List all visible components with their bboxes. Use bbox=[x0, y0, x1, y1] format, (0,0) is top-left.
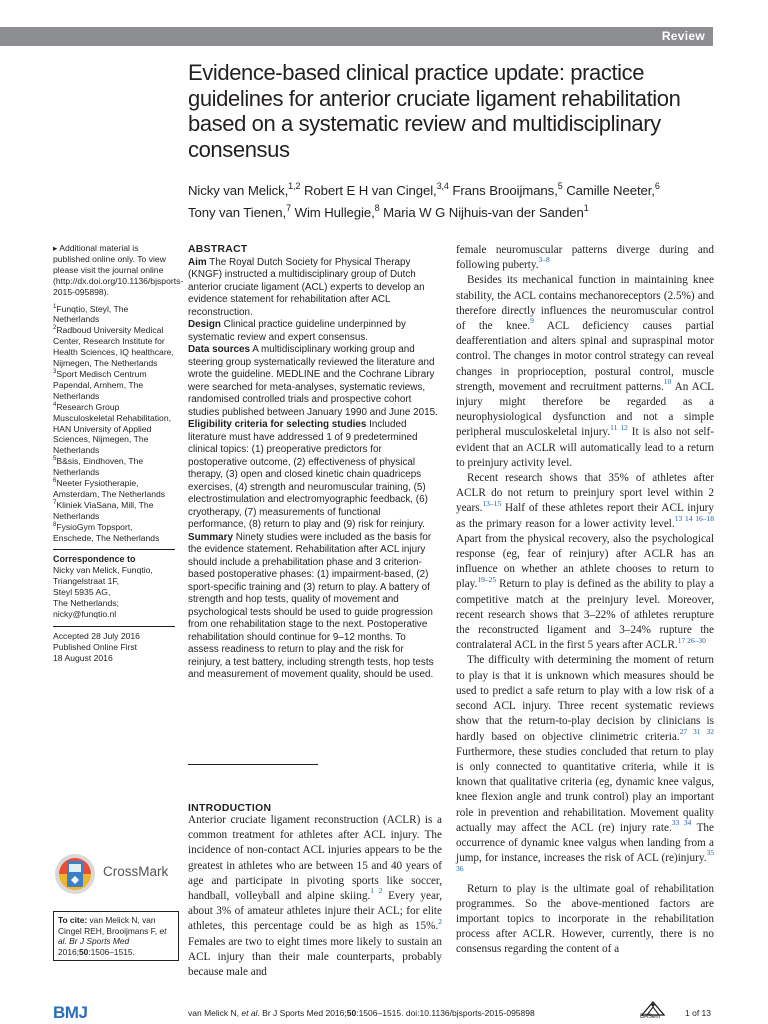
body-text: The difficulty with determining the moment of return to play is that it is unknown which measures should be used to predict a safe return to play with a low risk of a second ACL injury. Three recent systematic reviews show that the return-to-play decision by clinicians is hardly based on objective clinimetric criteria. bbox=[456, 654, 714, 743]
body-text: Besides its mechanical function in maintaining knee stability, the ACL contains mechanoreceptors (2.5%) and therefore directly influences the neuromuscular control of the knee. bbox=[456, 274, 714, 333]
additional-material-note[interactable]: ▸ Additional material is published online only. To view please visit the journal online (http://dx.doi.org/10.1136/bjsports-2015-095898). bbox=[53, 243, 184, 297]
body-column-right bbox=[456, 243, 714, 958]
cite-journal: et al. Br J Sports Med bbox=[58, 925, 167, 947]
cite-text: van Melick N, van Cingel REH, Brooijmans F, bbox=[58, 915, 158, 936]
footer-citation: van Melick N, et al. Br J Sports Med 2016;50:1506–1515. doi:10.1136/bjsports-2015-095898 bbox=[188, 1008, 535, 1018]
reference-link[interactable]: 19–25 bbox=[477, 574, 497, 584]
reference-link[interactable]: 9 bbox=[530, 316, 534, 326]
body-text: Furthermore, these studies concluded that return to play is only connected to quantitative criteria, while it is known that qualitative criteria (eg, dynamic knee valgus, knee flexion angle and trunk control) play an important role in prevention and rehabilitation. Movement quality actually may affect the ACL (re) injury rate. bbox=[456, 745, 714, 834]
crossmark-label: CrossMark bbox=[103, 864, 169, 879]
reference-link[interactable]: 17 26–30 bbox=[677, 635, 706, 645]
bmj-logo[interactable]: BMJ bbox=[53, 1003, 88, 1022]
affiliation: $^5$B&sis, Eindhoven, The Netherlands bbox=[53, 456, 144, 478]
body-text: ACL deficiency causes partial deafferentiation and alters spinal and supraspinal motor control. The changes in motor control strategy can reveal changes in proprioception, postural control, muscle strength, movement and recruitment patterns. bbox=[456, 320, 715, 393]
body-paragraph bbox=[456, 471, 714, 653]
reference-link[interactable]: 2 bbox=[438, 916, 442, 926]
correspondence-email[interactable]: nicky@funqtio.nl bbox=[53, 609, 117, 619]
introduction-body bbox=[188, 813, 442, 980]
reference-link[interactable]: 13 14 16–18 bbox=[674, 513, 715, 523]
correspondence-line: Steyl 5935 AG, bbox=[53, 587, 111, 598]
abstract-section: Eligibility criteria for selecting studies Included literature must have addressed 1 of 9 predetermined clinical topics: (1) preoperative predictors for postoperative outcome, (2) effectiveness of physical therapy, (3) open and closed kinetic chain quadriceps exercises, (4) strength and neuromuscular training, (5) electrostimulation and electromyographic feedback, (6) cryotherapy, (7) measurements of functional performance, (8) return to play and (9) risk for reinjury. bbox=[188, 419, 428, 530]
author[interactable]: Maria W G Nijhuis-van der Sanden$^1$ bbox=[383, 202, 589, 220]
abstract bbox=[188, 244, 438, 682]
author[interactable]: Wim Hullegie,$^8$ bbox=[294, 202, 380, 220]
section-banner bbox=[0, 27, 713, 46]
body-text: Recent research shows that 35% of athletes after ACLR do not return to preinjury sport level within 2 years. bbox=[456, 472, 714, 515]
abstract-section: Design Clinical practice guideline underpinned by systematic review and expert consensus. bbox=[188, 319, 406, 343]
correspondence-block bbox=[53, 565, 175, 620]
abstract-divider bbox=[188, 764, 318, 765]
body-paragraph bbox=[456, 243, 714, 273]
basem-label: BASem bbox=[640, 1014, 661, 1020]
affiliation: $^7$Kliniek ViaSana, Mill, The Netherlands bbox=[53, 499, 154, 521]
author[interactable]: Nicky van Melick,$^{1,2}$ bbox=[188, 180, 301, 198]
cite-text: 2016; bbox=[58, 946, 79, 957]
date-line: Published Online First bbox=[53, 641, 138, 652]
publication-dates bbox=[53, 631, 175, 664]
introduction-heading: INTRODUCTION bbox=[188, 803, 272, 814]
correspondence-line: Triangelstraat 1F, bbox=[53, 576, 120, 587]
body-text: The occurrence of dynamic knee valgus when landing from a jump, for instance, increases the risk of ACL (re)injury. bbox=[456, 821, 714, 865]
date-line: Accepted 28 July 2016 bbox=[53, 630, 140, 641]
sidebar bbox=[53, 243, 184, 664]
affiliations bbox=[53, 304, 175, 544]
affiliation: $^3$Sport Medisch Centrum Papendal, Arnhem, The Netherlands bbox=[53, 368, 147, 401]
abstract-section: Data sources A multidisciplinary working group and steering group systematically reviewed the literature and wrote the guideline. MEDLINE and the Cochrane Library were searched for meta-analyses, systematic reviews, randomised controlled trials and prospective cohort studies published between January 1990 and June 2015. bbox=[188, 344, 438, 418]
affiliation: $^2$Radboud University Medical Center, Research Institute for Health Sciences, IQ healthcare, Nijmegen, The Netherlands bbox=[53, 325, 174, 369]
body-text: Females are two to eight times more likely to sustain an ACL injury than their male counterparts, probably because male and bbox=[188, 935, 442, 979]
page-number: 1 of 13 bbox=[685, 1008, 711, 1018]
cite-volume: 50 bbox=[78, 946, 89, 957]
reference-link[interactable]: 13–15 bbox=[482, 498, 502, 508]
body-text: Apart from the physical recovery, also the psychological response (eg, fear of reinjury) after ACLR has an influence on whether an athlete chooses to return to play. bbox=[456, 532, 714, 591]
article-title: Evidence-based clinical practice update: practice guidelines for anterior cruciate ligament rehabilitation based on a systematic review and multidisciplinary consensus bbox=[188, 60, 681, 162]
reference-link[interactable]: 35 36 bbox=[456, 848, 714, 873]
reference-link[interactable]: 3–8 bbox=[538, 255, 550, 265]
abstract-heading: ABSTRACT bbox=[188, 244, 248, 255]
affiliation: $^8$FysioGym Topsport, Enschede, The Netherlands bbox=[53, 521, 160, 543]
body-paragraph bbox=[456, 882, 714, 958]
affiliation: $^6$Neeter Fysiotherapie, Amsterdam, The Netherlands bbox=[53, 478, 166, 499]
abstract-section: Aim The Royal Dutch Society for Physical Therapy (KNGF) instructed a multidisciplinary group of Dutch anterior cruciate ligament (ACL) experts to develop an evidence statement for rehabilitation after ACL reconstruction. bbox=[188, 256, 425, 318]
reference-link[interactable]: 33 34 bbox=[671, 817, 692, 827]
correspondence-line: The Netherlands; bbox=[53, 598, 119, 609]
cite-pages: :1506–1515. bbox=[88, 946, 135, 957]
body-text: An ACL injury might therefore be regarded as a neurophysiological dysfunction and not a simple peripheral musculoskeletal injury. bbox=[456, 380, 715, 439]
section-label: Review bbox=[661, 29, 705, 43]
body-text: It is also not self-evident that an ACLR will automatically lead to a return to preinjury activity level. bbox=[456, 426, 714, 469]
body-text: Return to play is the ultimate goal of rehabilitation programmes. So the above-mentioned factors are important topics to incorporate in the rehabilitation process after ACLR. However, currently, there is no consensus regarding the content of a bbox=[456, 882, 714, 956]
affiliation: $^4$Research Group Musculoskeletal Rehabilitation, HAN University of Applied Sciences, Nijmegen, The Netherlands bbox=[53, 401, 171, 456]
cite-label: To cite: bbox=[58, 915, 88, 925]
affiliation: $^1$Funqtio, Steyl, The Netherlands bbox=[53, 303, 129, 325]
reference-link[interactable]: 1 2 bbox=[370, 886, 383, 896]
body-text: Every year, about 3% of amateur athletes injure their ACL; for elite athletes, this percentage could be as high as 15%. bbox=[188, 890, 443, 933]
author-list bbox=[188, 180, 718, 224]
body-paragraph bbox=[456, 653, 714, 881]
correspondence-heading: Correspondence to bbox=[53, 554, 136, 565]
body-text: Anterior cruciate ligament reconstruction (ACLR) is a common treatment for athletes after ACL injury. The incidence of non-contact ACL injuries appears to be the greatest in athletes who are between 15 and 40 years of age and participate in pivoting sports like soccer, handball, volleyball and alpine skiing. bbox=[188, 814, 442, 903]
body-text: Return to play is defined as the ability to play a competitive match at the preinjury level. Moreover, recent research shows that 3–22% of athletes rerupture the reconstructed ligament and 3–24% rupture the contralateral ACL in the first 5 years after ACLR. bbox=[456, 578, 714, 652]
divider bbox=[53, 626, 175, 627]
crossmark-icon bbox=[53, 852, 97, 896]
date-line: 18 August 2016 bbox=[53, 652, 113, 663]
correspondence-line: Nicky van Melick, Funqtio, bbox=[53, 565, 153, 576]
citation-box bbox=[53, 911, 179, 961]
reference-link[interactable]: 11 12 bbox=[610, 422, 628, 432]
body-paragraph bbox=[456, 273, 714, 471]
author[interactable]: Camille Neeter,$^6$ bbox=[566, 180, 660, 198]
crossmark-badge[interactable] bbox=[53, 852, 173, 892]
abstract-section: Summary Ninety studies were included as the basis for the evidence statement. Rehabilitation after ACL injury should include a prehabilitation phase and 3 criterion-based postoperative phases: (1) impairment-based, (2) sport-specific training and (3) return to play. A battery of strength and hop tests, quality of movement and psychological tests should be used to guide progression from one rehabilitation stage to the next. Postoperative rehabilitation should continue for 9–12 months. To assess readiness to return to play and the risk for reinjury, a test battery, including strength tests, hop tests and measurement of movement quality, should be used. bbox=[188, 531, 434, 680]
author[interactable]: Robert E H van Cingel,$^{3,4}$ bbox=[303, 180, 449, 198]
reference-link[interactable]: 10 bbox=[663, 377, 672, 387]
divider bbox=[53, 549, 175, 550]
author[interactable]: Tony van Tienen,$^7$ bbox=[188, 202, 292, 220]
author[interactable]: Frans Brooijmans,$^5$ bbox=[452, 180, 563, 198]
body-text: female neuromuscular patterns diverge during and following puberty. bbox=[456, 244, 714, 272]
body-text: Half of these athletes report their ACL injury as the primary reason for a lower activity level. bbox=[456, 502, 714, 530]
reference-link[interactable]: 27 31 32 bbox=[679, 726, 715, 736]
